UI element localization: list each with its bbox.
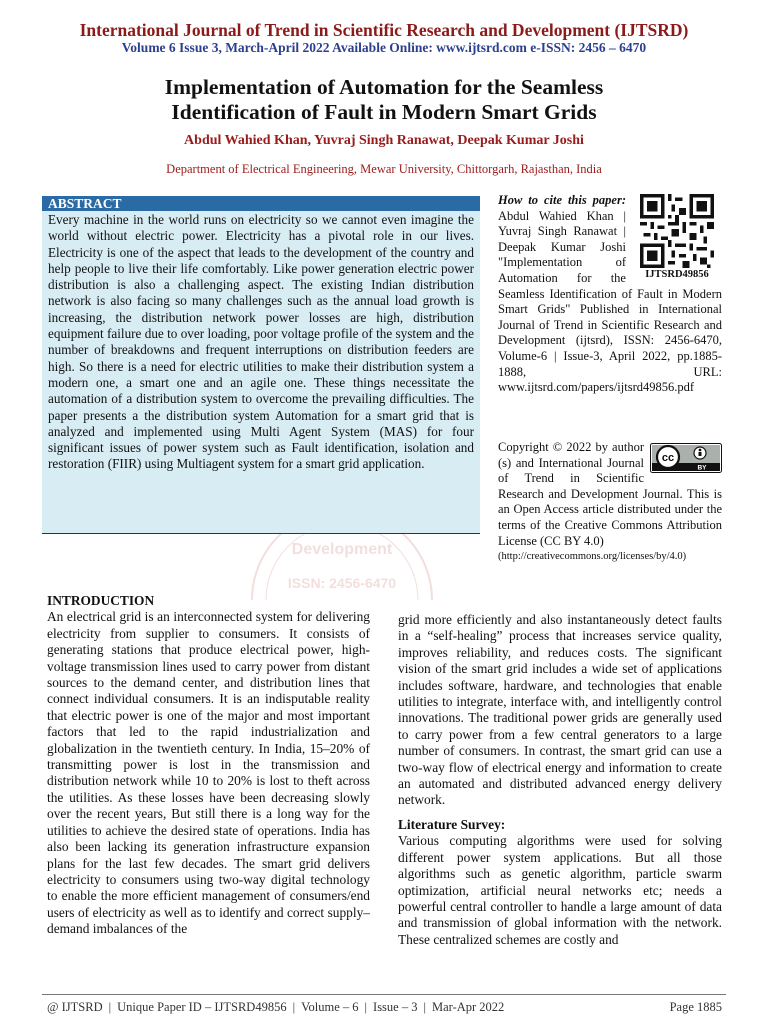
introduction-right-text: grid more efficiently and also instantaneously detect faults in a “self-healing” process that increases service quality, improves reliability, and reduces costs. The significant vision of the smart grid includes a wide set of applications includes software, hardware, and technologies that enable utilities to integrate, interface with, and intelligently control innovations. The traditional power grids are generally used to carry power from a few central generators to a large number of consumers. In contrast, the smart grid can use a two-way flow of electrical energy and information to create an automated and distributed advanced energy delivery network. [398, 612, 722, 808]
journal-volume-line: Volume 6 Issue 3, March-April 2022 Available Online: www.ijtsrd.com e-ISSN: 2456 – 6470 [121, 40, 647, 55]
copyright-text: Copyright © 2022 by author (s) and International Journal of Trend in Scientific Research and Development Journal. This is an Open Access article distributed under the terms of the Creative Commons Attribution License (CC BY 4.0) [498, 440, 722, 548]
footer-publisher: @ IJTSRD [47, 1000, 103, 1014]
qr-code-label: IJTSRD49856 [645, 269, 709, 280]
literature-survey-text: Various computing algorithms were used for solving different power system applications. But all those algorithms such as genetic algorithm, particle swarm optimization, artificial neural networks etc; needs a powerful central controller to handle a large amount of data and transmission of global information with the network. These centralized schemes are costly and [398, 833, 722, 947]
right-column [398, 612, 722, 948]
introduction-left-text: An electrical grid is an interconnected system for delivering electricity from supplier to consumers. It consists of generating stations that produce electrical power, high-voltage transmission lines used to carry power from distant sources to the demand center, and distribution lines that connect individual consumers. It is an indisputable reality that electric power is one of the major and most important factors that led to the rapid industrialization and globalization in the twentieth century. In India, 15–20% of transmitting power is lost in the transmission and distribution network while 10 to 20% is lost to theft across the utilities. As these losses have been decreasing slowly over the recent years, But still there is a long way for the utilities to achieve the desired state of operations. India has also been lacking its generation infrastructure expansion plans for the last few decades. The smart grid delivers electricity to consumers using two-way digital technology to enable the more efficient management of consumers/end users of electricity as well as to identify and correct supply–demand imbalances of the [47, 609, 370, 937]
literature-survey-heading: Literature Survey: [398, 816, 506, 832]
qr-code-icon [640, 194, 714, 268]
journal-title: International Journal of Trend in Scientific Research and Development (IJTSRD) [79, 20, 689, 40]
watermark-line-2: Development [291, 541, 393, 558]
abstract-heading: ABSTRACT [42, 196, 480, 211]
left-column [47, 593, 370, 938]
page-footer: @ IJTSRD | Unique Paper ID – IJTSRD49856 | Volume – 6 | Issue – 3 | Mar-Apr 2022 Page 1885 [47, 1000, 722, 1014]
footer-date: Mar-Apr 2022 [432, 1000, 505, 1014]
citation-text: Abdul Wahied Khan | Yuvraj Singh Ranawat | Deepak Kumar Joshi "Implementation of Automation for the Seamless Identification of Fault in Modern Smart Grids" Published in International Journal of Trend in Scientific Research and Development (ijtsrd), ISSN: 2456-6470, Volume-6 | Issue-3, April 2022, pp.1885-1888, URL: www.ijtsrd.com/papers/ijtsrd49856.pdf [498, 208, 722, 395]
cc-badge-text: BY [697, 464, 707, 472]
license-url: (http://creativecommons.org/licenses/by/4.0) [498, 551, 687, 563]
paper-authors: Abdul Wahied Khan, Yuvraj Singh Ranawat, Deepak Kumar Joshi [184, 133, 584, 148]
footer-issue: Issue – 3 [373, 1000, 418, 1014]
abstract-box [42, 196, 480, 534]
footer-paper-id: Unique Paper ID – IJTSRD49856 [117, 1000, 287, 1014]
paper-title-line-1: Implementation of Automation for the Seamless [164, 75, 604, 99]
citation-block [498, 193, 722, 396]
qr-code-block [632, 194, 722, 281]
citation-label: How to cite this paper: [498, 193, 626, 207]
cc-by-license-icon [650, 443, 722, 473]
footer-divider [42, 994, 726, 995]
footer-volume: Volume – 6 [301, 1000, 359, 1014]
watermark-line-3: ISSN: 2456-6470 [287, 575, 397, 591]
introduction-heading: INTRODUCTION [47, 593, 155, 608]
paper-title-line-2: Identification of Fault in Modern Smart Grids [171, 100, 597, 124]
svg-text:cc: cc [661, 452, 675, 464]
copyright-block [498, 440, 722, 565]
paper-affiliation: Department of Electrical Engineering, Mewar University, Chittorgarh, Rajasthan, India [166, 162, 602, 176]
abstract-text: Every machine in the world runs on electricity so we cannot even imagine the world without electric power. Electricity has a pivotal role in our lives. Electricity is one of the aspect that leads to the development of the country and help people to live their life comfortably. Like power generation electric power distribution is also a challenging aspect. The existing Indian distribution network is also facing so many challenges such as the annual load growth is increasing, the distribution network power losses are high, distribution equipment failure due to over loading, poor voltage profile of the system and the number of breakdowns and frequent interruptions on distribution feeders are high. So there is a need for electric utilities to make their distribution system a modern one, a smart one and an agile one. These things necessitate the automation of a distribution system to overcome the prevailing difficulties. The paper presents a the distribution system Automation for a smart grid that is analyzed and implemented using Multi Agent System (MAS) for four significant issues of power system such as Fault identification, isolation and restoration (FIIR) using Multiagent system for a smart grid application. [48, 212, 474, 472]
paper-title [60, 75, 708, 125]
footer-page-number: Page 1885 [669, 1000, 722, 1014]
